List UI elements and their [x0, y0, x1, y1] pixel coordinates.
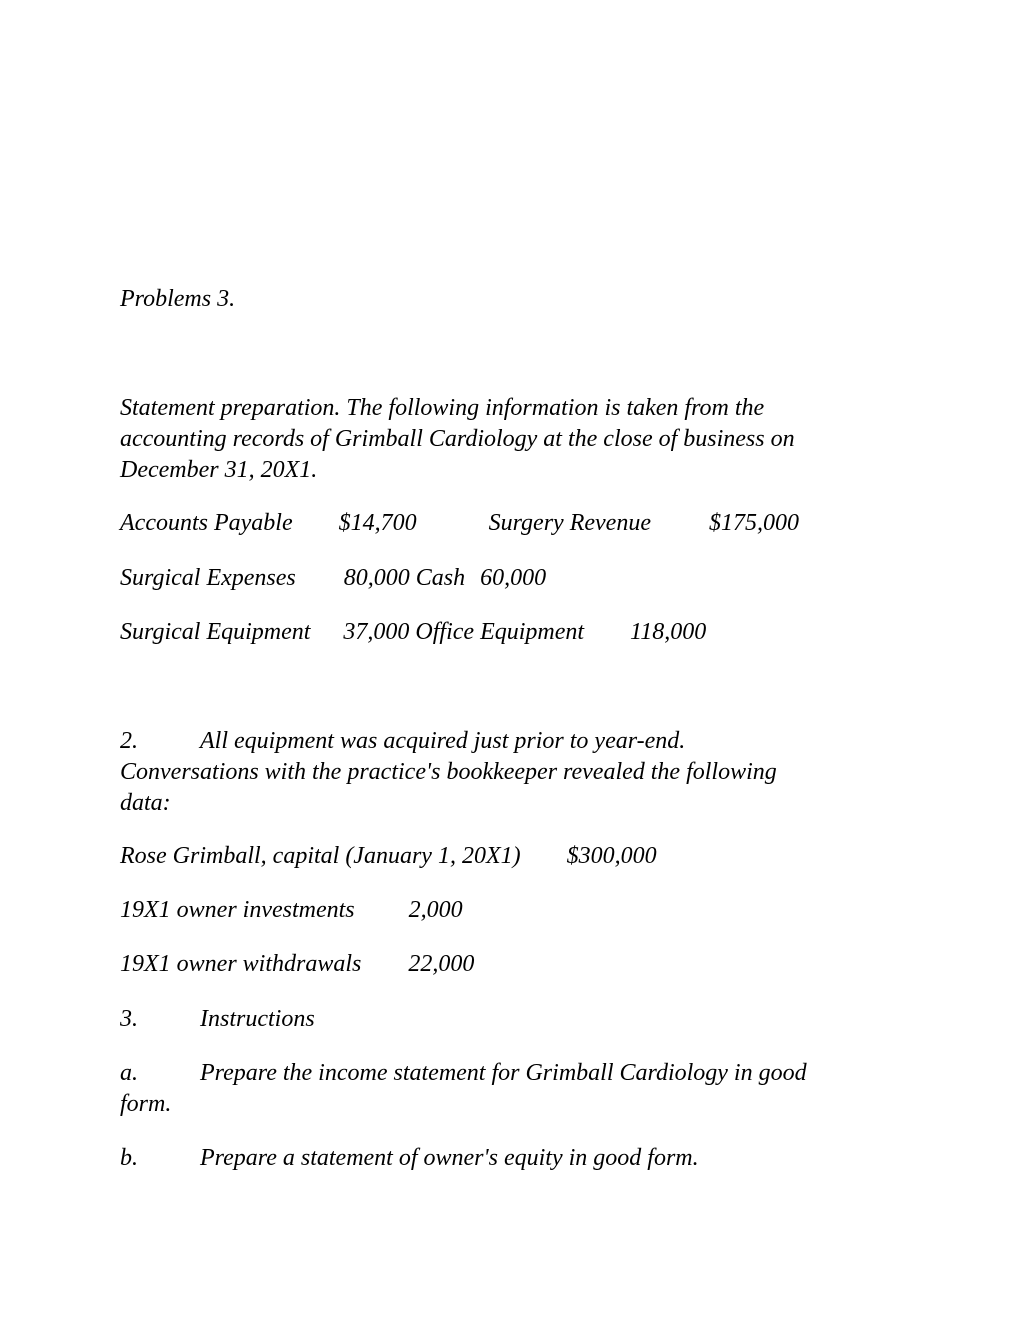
instruction-a-letter: a. — [120, 1060, 138, 1086]
withdrawals-row — [120, 949, 910, 980]
instruction-a-line-1 — [120, 1058, 910, 1089]
account-row-2 — [120, 563, 910, 594]
investments-label: 19X1 owner investments — [120, 897, 355, 923]
item-2-paragraph — [120, 726, 910, 819]
instructions-number: 3. — [120, 1006, 138, 1032]
capital-value: $300,000 — [566, 843, 657, 869]
withdrawals-value: 22,000 — [408, 951, 475, 977]
instruction-a — [120, 1058, 910, 1120]
intro-line-3: December 31, 20X1. — [120, 457, 318, 483]
cash-label: Cash — [415, 565, 466, 591]
instruction-b — [120, 1143, 910, 1174]
instructions-heading — [120, 1004, 910, 1035]
instruction-b-letter: b. — [120, 1145, 138, 1171]
instruction-a-line-2: form. — [120, 1091, 172, 1117]
account-row-1 — [120, 508, 910, 539]
item-2-line-3: data: — [120, 790, 171, 816]
surgical-expenses-value: 80,000 — [343, 565, 410, 591]
surgery-revenue-value: $175,000 — [708, 510, 799, 536]
item-2-line-1 — [120, 726, 910, 757]
cash-value: 60,000 — [480, 565, 547, 591]
item-2-text: All equipment was acquired just prior to year-end. — [200, 728, 686, 754]
capital-label: Rose Grimball, capital (January 1, 20X1) — [120, 843, 521, 869]
intro-paragraph — [120, 393, 910, 486]
instruction-b-text: Prepare a statement of owner's equity in good form. — [200, 1145, 699, 1171]
instructions-title: Instructions — [200, 1006, 315, 1032]
investments-row — [120, 895, 910, 926]
accounts-payable-value: $14,700 — [338, 510, 417, 536]
surgical-equipment-label: Surgical Equipment — [120, 619, 311, 645]
instruction-a-text: Prepare the income statement for Grimball Cardiology in good — [200, 1060, 807, 1086]
surgical-expenses-label: Surgical Expenses — [120, 565, 296, 591]
capital-row — [120, 841, 910, 872]
item-2-line-2: Conversations with the practice's bookkeeper revealed the following — [120, 759, 777, 785]
surgery-revenue-label: Surgery Revenue — [488, 510, 651, 536]
problem-heading: Problems 3. — [120, 286, 236, 312]
withdrawals-label: 19X1 owner withdrawals — [120, 951, 362, 977]
accounts-payable-label: Accounts Payable — [120, 510, 293, 536]
item-2-number: 2. — [120, 728, 138, 754]
office-equipment-label: Office Equipment — [415, 619, 585, 645]
investments-value: 2,000 — [408, 897, 463, 923]
surgical-equipment-value: 37,000 — [343, 619, 410, 645]
intro-line-2: accounting records of Grimball Cardiology at the close of business on — [120, 426, 795, 452]
account-row-3 — [120, 617, 910, 648]
office-equipment-value: 118,000 — [630, 619, 707, 645]
intro-line-1: Statement preparation. The following information is taken from the — [120, 395, 765, 421]
